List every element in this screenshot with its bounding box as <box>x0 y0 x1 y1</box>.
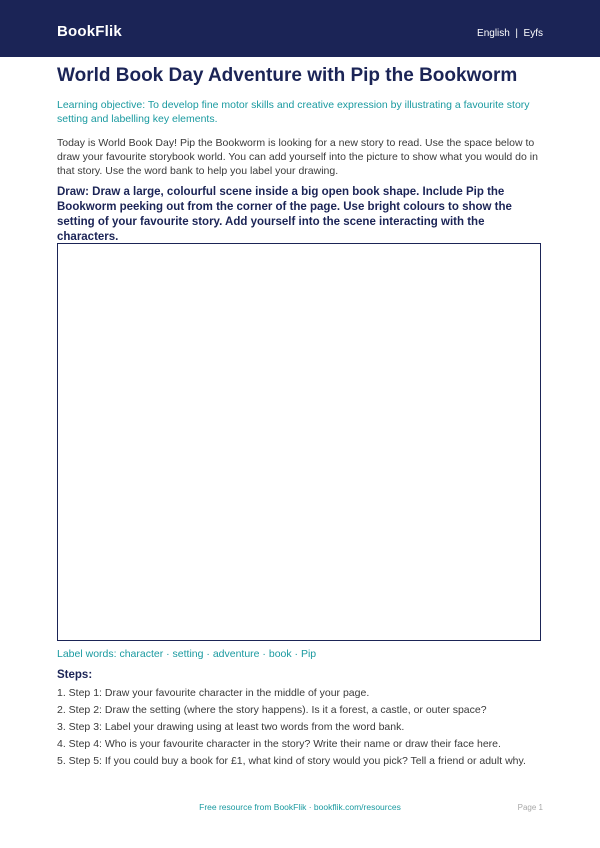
step-item: 2. Step 2: Draw the setting (where the story happens). Is it a forest, a castle, or outer space? <box>57 704 487 716</box>
step-item: 5. Step 5: If you could buy a book for £1, what kind of story would you pick? Tell a friend or adult why. <box>57 755 526 767</box>
word-bank: Label words: character · setting · adventure · book · Pip <box>57 648 317 660</box>
steps-heading: Steps: <box>57 669 93 681</box>
page-title: World Book Day Adventure with Pip the Bookworm <box>57 65 518 86</box>
step-item: 1. Step 1: Draw your favourite character in the middle of your page. <box>57 687 370 699</box>
drawing-area[interactable] <box>57 243 541 641</box>
learning-objective: Learning objective: To develop fine motor skills and creative expression by illustrating a favourite story setting and labelling key elements. <box>57 99 530 125</box>
step-item: 3. Step 3: Label your drawing using at least two words from the word bank. <box>57 721 405 733</box>
intro-text: Today is World Book Day! Pip the Bookworm is looking for a new story to read. Use the space below to draw your favourite storybook world. You can add yourself into the picture to show what you would do in that story. Use the word bank to help you label your drawing. <box>57 137 538 177</box>
draw-instruction: Draw: Draw a large, colourful scene inside a big open book shape. Include Pip the Bookworm peeking out from the corner of the page. Use bright colours to show the setting of your favourite story. Add yourself into the scene interacting with the characters. <box>57 186 512 243</box>
page-header <box>0 0 600 57</box>
footer-source: Free resource from BookFlik · bookflik.com/resources <box>199 802 401 812</box>
subject-level: English | Eyfs <box>477 28 543 39</box>
brand-logo: BookFlik <box>57 23 122 40</box>
steps-list <box>57 685 543 770</box>
step-item: 4. Step 4: Who is your favourite character in the story? Write their name or draw their face here. <box>57 738 501 750</box>
page-number: Page 1 <box>517 803 543 812</box>
